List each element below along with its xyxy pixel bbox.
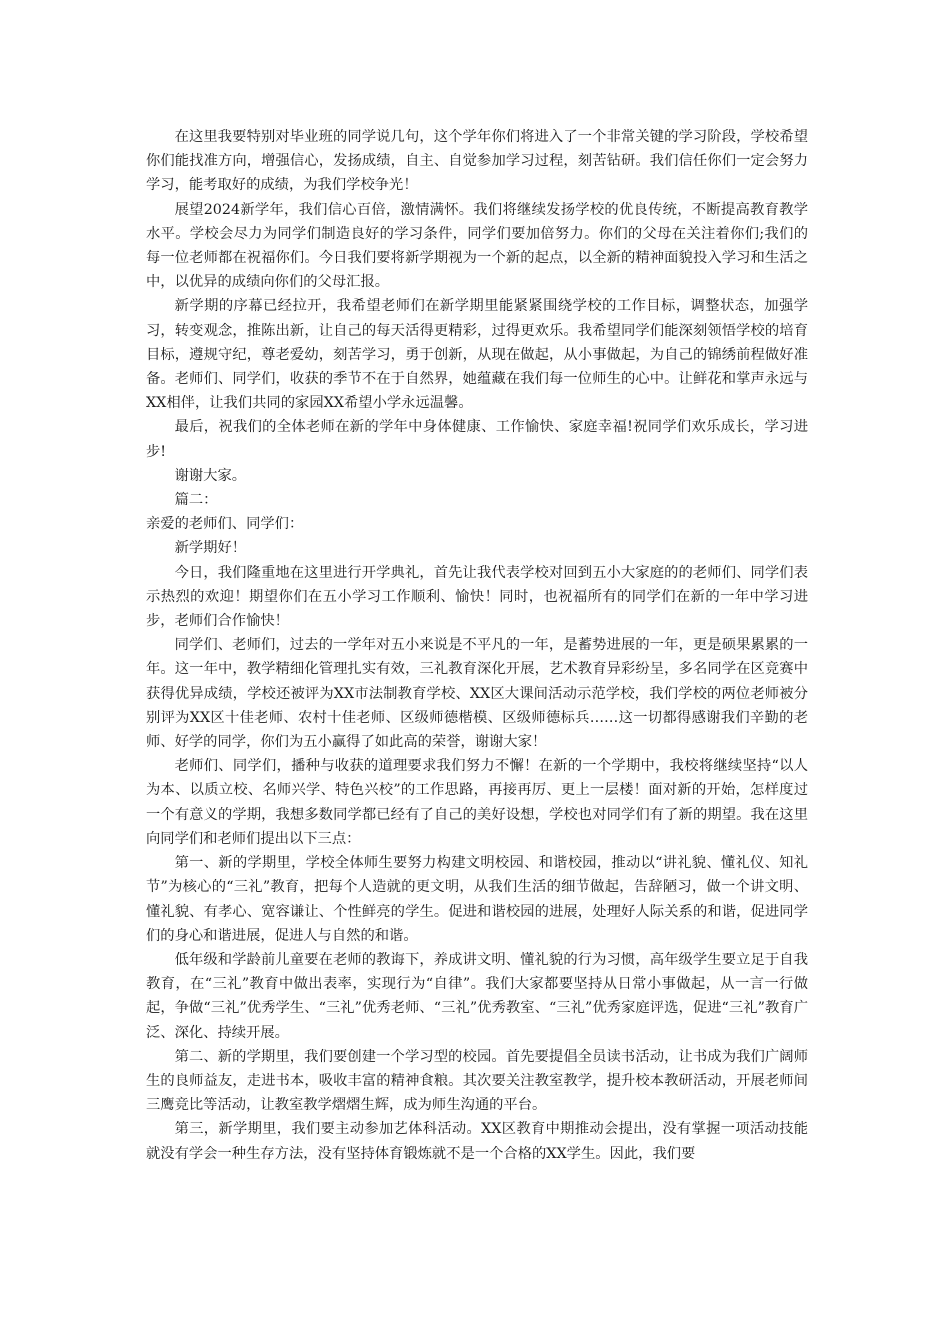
paragraph: 新学期的序幕已经拉开，我希望老师们在新学期里能紧紧围绕学校的工作目标，调整状态，加强学习，转变观念，推陈出新，让自己的每天活得更精彩，过得更欢乐。我希望同学们能深刻领悟学校的培育目标，遵规守纪，尊老爱幼，刻苦学习，勇于创新，从现在做起，从小事做起，为自己的锦绣前程做好准备。老师们、同学们，收获的季节不在于自然界，她蕴藏在我们每一位师生的心中。让鲜花和掌声永远与XX相伴，让我们共同的家园XX希望小学永远温馨。 xyxy=(146,298,808,412)
paragraph: 第一、新的学期里，学校全体师生要努力构建文明校园、和谐校园，推动以“讲礼貌、懂礼仪、知礼节”为核心的“三礼”教育，把每个人造就的更文明，从我们生活的细节做起，告辞陋习，做一个讲文明、懂礼貌、有孝心、宽容谦让、个性鲜亮的学生。促进和谐校园的进展，处理好人际关系的和谐，促进同学们的身心和谐进展，促进人与自然的和谐。 xyxy=(146,855,808,944)
document-body xyxy=(146,125,808,1166)
paragraph: 老师们、同学们，播种与收获的道理要求我们努力不懈！在新的一个学期中，我校将继续坚持“以人为本、以质立校、名师兴学、特色兴校”的工作思路，再接再厉、更上一层楼！面对新的开始，怎样度过一个有意义的学期，我想多数同学都已经有了自己的美好设想，学校也对同学们有了新的期望。我在这里向同学们和老师们提出以下三点： xyxy=(146,758,808,847)
greeting: 新学期好！ xyxy=(174,540,247,557)
paragraph: 第三，新学期里，我们要主动参加艺体科活动。XX区教育中期推动会提出，没有掌握一项活动技能就没有学会一种生存方法，没有坚持体育锻炼就不是一个合格的XX学生。因此，我们要 xyxy=(146,1121,808,1162)
paragraph: 最后，祝我们的全体老师在新的学年中身体健康、工作愉快、家庭幸福!祝同学们欢乐成长，学习进步! xyxy=(146,419,808,460)
paragraph: 今日，我们隆重地在这里进行开学典礼，首先让我代表学校对回到五小大家庭的的老师们、同学们表示热烈的欢迎！期望你们在五小学习工作顺利、愉快！同时，也祝福所有的同学们在新的一年中学习进步，老师们合作愉快！ xyxy=(146,564,808,630)
paragraph: 第二、新的学期里，我们要创建一个学习型的校园。首先要提倡全员读书活动，让书成为我们广阔师生的良师益友，走进书本，吸收丰富的精神食粮。其次要关注教室教学，提升校本教研活动，开展老师间三鹰竞比等活动，让教室教学熠熠生辉，成为师生沟通的平台。 xyxy=(146,1048,808,1114)
paragraph: 低年级和学龄前儿童要在老师的教诲下，养成讲文明、懂礼貌的行为习惯，高年级学生要立足于自我教育，在“三礼”教育中做出表率，实现行为“自律”。我们大家都要坚持从日常小事做起，从一言一行做起，争做“三礼”优秀学生、“三礼”优秀老师、“三礼”优秀教室、“三礼”优秀家庭评选，促进“三礼”教育广泛、深化、持续开展。 xyxy=(146,951,808,1041)
salutation: 亲爱的老师们、同学们： xyxy=(146,516,304,533)
paragraph: 谢谢大家。 xyxy=(174,467,247,484)
paragraph: 展望2024新学年，我们信心百倍，激情满怀。我们将继续发扬学校的优良传统，不断提高教育教学水平。学校会尽力为同学们制造良好的学习条件，同学们要加倍努力。你们的父母在关注着你们;我们的每一位老师都在祝福你们。今日我们要将新学期视为一个新的起点，以全新的精神面貌投入学习和生活之中，以优异的成绩向你们的父母汇报。 xyxy=(146,201,808,291)
section-heading: 篇二： xyxy=(174,492,218,509)
paragraph: 在这里我要特别对毕业班的同学说几句，这个学年你们将进入了一个非常关键的学习阶段，学校希望你们能找准方向，增强信心，发扬成绩，自主、自觉参加学习过程，刻苦钻研。我们信任你们一定会努力学习，能考取好的成绩，为我们学校争光！ xyxy=(146,129,808,194)
paragraph: 同学们、老师们，过去的一学年对五小来说是不平凡的一年，是蓄势进展的一年，更是硕果累累的一年。这一年中，教学精细化管理扎实有效，三礼教育深化开展，艺术教育异彩纷呈，多名同学在区竞赛中获得优异成绩，学校还被评为XX市法制教育学校、XX区大课间活动示范学校，我们学校的两位老师被分别评为XX区十佳老师、农村十佳老师、区级师德楷模、区级师德标兵……这一切都得感谢我们辛勤的老师、好学的同学，你们为五小赢得了如此高的荣誉，谢谢大家！ xyxy=(146,637,808,751)
